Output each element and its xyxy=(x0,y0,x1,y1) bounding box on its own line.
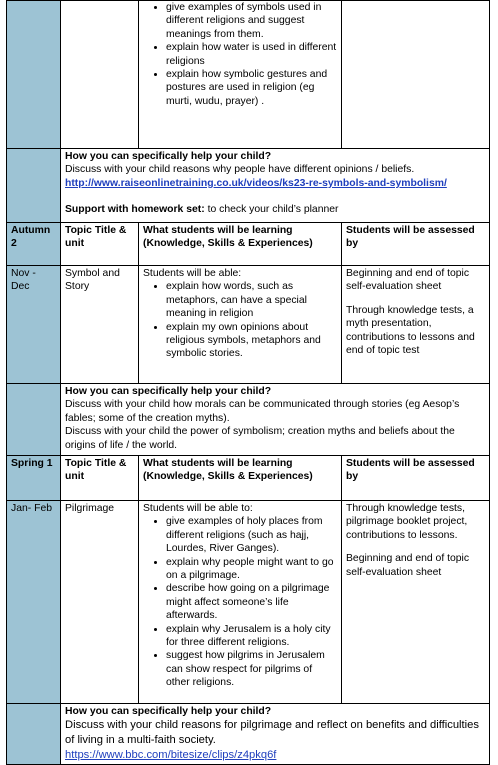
help-heading: How you can specifically help your child? xyxy=(65,386,272,397)
assessed-cell-spring-1 xyxy=(342,501,490,704)
assessment-item: Beginning and end of topic self-evaluation sheet xyxy=(346,553,470,578)
assessment-item: end of topic test xyxy=(346,345,420,357)
col-header-topic: Topic Title & unit xyxy=(61,456,139,501)
list-item: • explain my own opinions about religious symbols, metaphors and symbolic stories. xyxy=(166,321,337,361)
homework-text: to check your child’s planner xyxy=(204,204,339,216)
list-item: • explain why people might want to go on a pilgrimage. xyxy=(166,556,337,583)
curriculum-table xyxy=(6,0,490,765)
assessed-cell-autumn-2 xyxy=(342,266,490,384)
period-jan-feb: Jan- Feb xyxy=(7,501,61,704)
learning-intro: Students will be able to: xyxy=(143,503,253,514)
col-header-learning: What students will be learning (Knowledge, Skills & Experiences) xyxy=(139,223,342,266)
help-text: Discuss with your child reasons for pilgrimage and reflect on benefits and difficulties of living in a multi-faith society. xyxy=(65,719,479,746)
learning-cell-autumn-2 xyxy=(139,266,342,384)
assessed-cell-blank xyxy=(342,1,490,149)
topic-symbol-and-story: Symbol and Story xyxy=(61,266,139,384)
help-cell-autumn-2 xyxy=(61,384,490,456)
assessment-item: Through knowledge tests, a myth presentation, contributions to lessons and xyxy=(346,304,475,343)
help-text: Discuss with your child reasons why people have different opinions / beliefs. xyxy=(65,164,415,176)
learning-cell-continued xyxy=(139,1,342,149)
list-item: • suggest how pilgrims in Jerusalem can show respect for pilgrims of other religions. xyxy=(166,649,337,689)
symbols-resource-link[interactable]: http://www.raiseonlinetraining.co.uk/videos/ks23-re-symbols-and-symbolism/ xyxy=(65,177,447,189)
learning-intro: Students will be able: xyxy=(143,268,242,279)
term-label-spring-1: Spring 1 xyxy=(7,456,61,501)
list-item: • explain how water is used in different religions xyxy=(166,41,337,68)
topic-cell-blank xyxy=(61,1,139,149)
homework-support xyxy=(65,203,485,216)
col-header-learning: What students will be learning (Knowledge, Skills & Experiences) xyxy=(139,456,342,501)
list-item: • give examples of holy places from different religions (such as hajj, Lourdes, River Ganges). xyxy=(166,515,337,555)
list-item: • describe how going on a pilgrimage might affect someone’s life afterwards. xyxy=(166,582,337,622)
list-item: • give examples of symbols used in different religions and suggest meanings from them. xyxy=(166,1,337,41)
curriculum-page xyxy=(6,0,489,761)
term-cell-blank xyxy=(7,704,61,765)
help-cell-spring-1 xyxy=(61,704,490,765)
list-item: • explain how words, such as metaphors, can have a special meaning in religion xyxy=(166,280,337,320)
assessment-item: Through knowledge tests, pilgrimage booklet project, contributions to lessons. xyxy=(346,503,468,541)
term-cell-blank xyxy=(7,384,61,456)
help-text: Discuss with your child how morals can be communicated through stories (eg Aesop’s fables; some of the creation myths). xyxy=(65,399,460,424)
col-header-assessed: Students will be assessed by xyxy=(342,223,490,266)
col-header-topic: Topic Title & unit xyxy=(61,223,139,266)
learning-list-continued xyxy=(143,1,337,108)
help-heading: How you can specifically help your child? xyxy=(65,706,272,717)
learning-cell-spring-1 xyxy=(139,501,342,704)
help-heading: How you can specifically help your child? xyxy=(65,151,272,162)
learning-list xyxy=(143,280,337,360)
list-item: • explain why Jerusalem is a holy city for three different religions. xyxy=(166,623,337,650)
col-header-assessed: Students will be assessed by xyxy=(342,456,490,501)
help-cell-symbols xyxy=(61,149,490,223)
pilgrimage-resource-link[interactable]: https://www.bbc.com/bitesize/clips/z4pkq6f xyxy=(65,748,277,761)
learning-list xyxy=(143,515,337,689)
term-label-autumn-2: Autumn 2 xyxy=(7,223,61,266)
homework-label: Support with homework set: xyxy=(65,204,205,216)
topic-pilgrimage: Pilgrimage xyxy=(61,501,139,704)
list-item: • explain how symbolic gestures and postures are used in religion (eg murti, wudu, prayer) . xyxy=(166,68,337,108)
term-cell-blank xyxy=(7,1,61,149)
period-nov-dec: Nov - Dec xyxy=(7,266,61,384)
assessment-item: Beginning and end of topic self-evaluation sheet xyxy=(346,268,470,293)
help-text: Discuss with your child the power of symbolism; creation myths and beliefs about the origins of life / the world. xyxy=(65,426,455,451)
term-cell-blank xyxy=(7,149,61,223)
